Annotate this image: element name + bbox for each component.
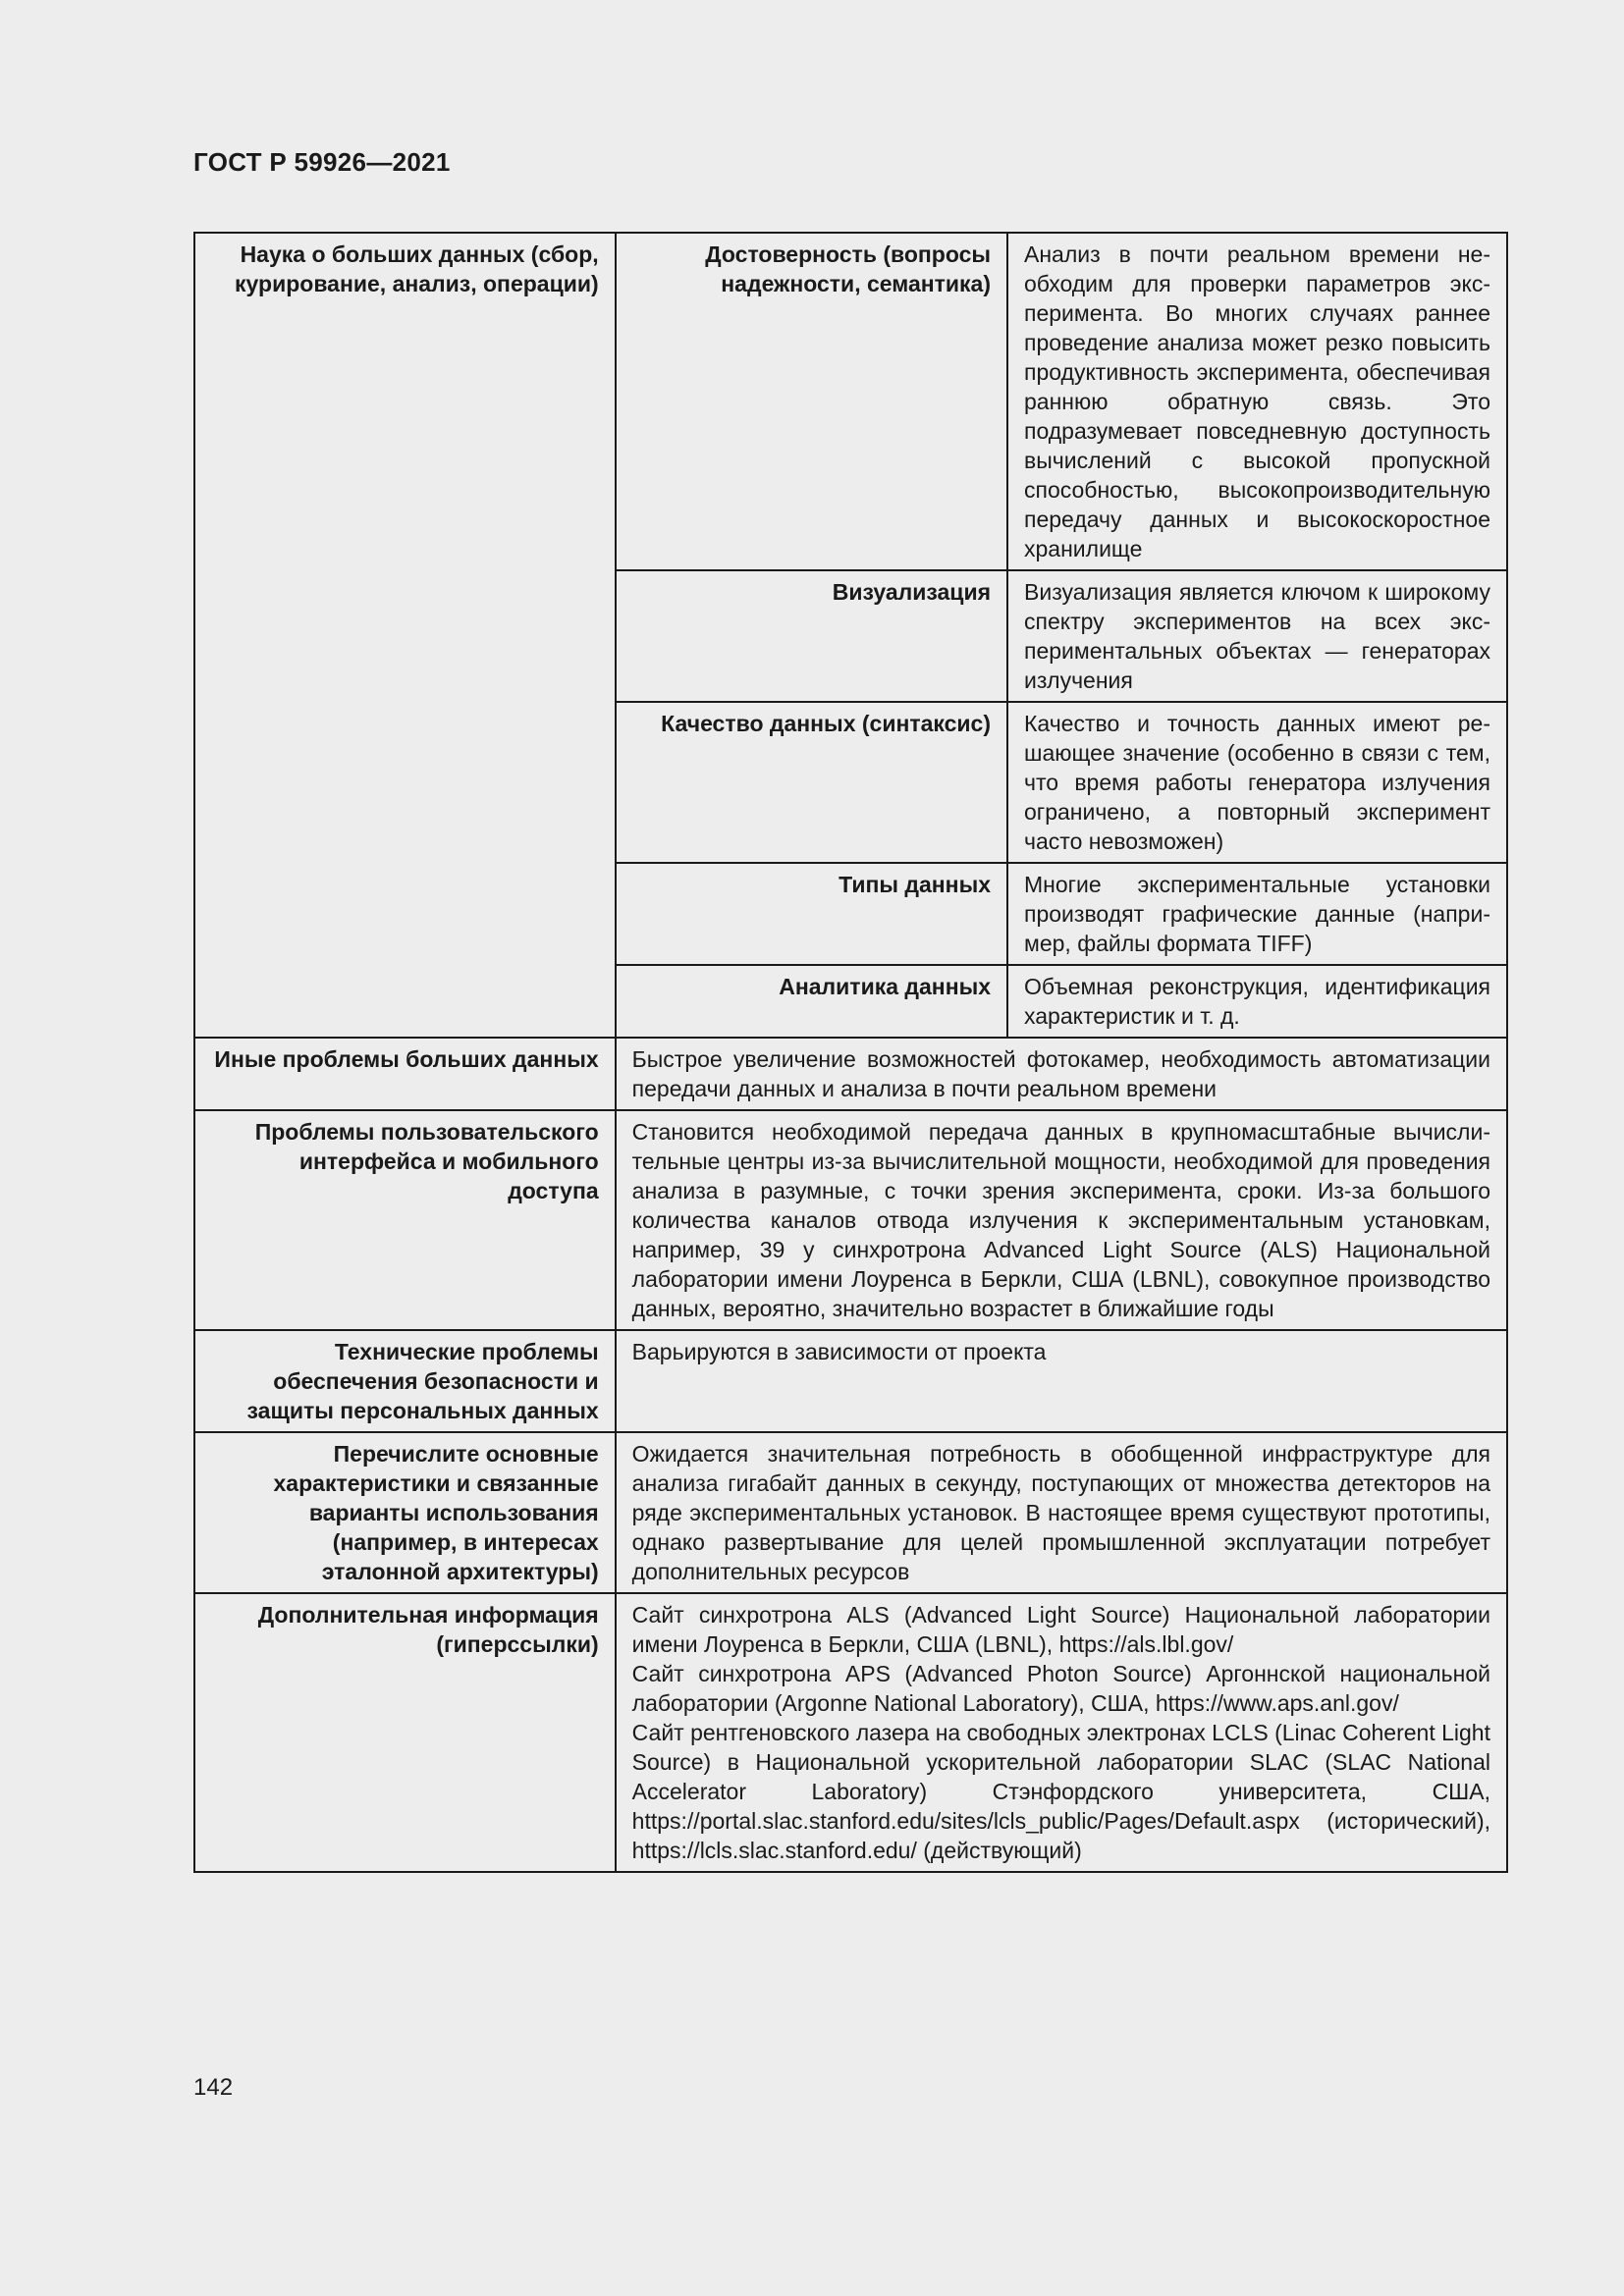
row-label-characteristics: Перечислите основные характеристики и связанные варианты использования (например, в интересах эталонной архитектуры) — [194, 1432, 616, 1593]
sub-label-reliability: Достоверность (вопросы надежности, семантика) — [616, 233, 1007, 570]
cell-text-data-quality: Качество и точность данных имеют решающее значение (особенно в связи с тем, что время работы генератора излучения ограничено, а повторный эксперимент часто невозможен) — [1007, 702, 1507, 863]
cell-text-visualization: Визуализация является ключом к широкому спектру экспериментов на всех экспериментальных объектах — генераторах излучения — [1007, 570, 1507, 702]
cell-additional-info — [616, 1593, 1507, 1872]
link-text-lcls: Сайт рентгеновского лазера на свободных электронах LCLS (Linac Coherent Light Source) в Национальной ускорительной лаборатории SLAC (SLAC National Accelerator Laboratory) Стэнфордского университета, США, https://portal.slac.stanford.edu/sites/lcls_public/Pages/Default.aspx (исторический), https://lcls.slac.stanford.edu/ (действующий) — [631, 1720, 1490, 1863]
table-row-security — [194, 1330, 1507, 1432]
cell-text-ui-mobile: Становится необходимой передача данных в крупномасштабные вычислительные центры из-за вычислительной мощности, необходимой для проведения анализа в разумные, с точки зрения эксперимента, сроки. Из-за большого количества каналов отвода излучения к экспериментальным установкам, например, 39 у синхротрона Advanced Light Source (ALS) Национальной лаборатории имени Лоуренса в Беркли, США (LBNL), совокупное производство данных, вероятно, значительно возрастет в ближайшие годы — [616, 1110, 1507, 1330]
link-text-aps: Сайт синхротрона APS (Advanced Photon Source) Аргоннской национальной лаборатории (Argonne National Laboratory), США, https://www.aps.anl.gov/ — [631, 1661, 1490, 1716]
sub-label-data-quality: Качество данных (синтаксис) — [616, 702, 1007, 863]
row-label-security: Технические проблемы обеспечения безопасности и защиты персональных данных — [194, 1330, 616, 1432]
cell-text-other-problems: Быстрое увеличение возможностей фотокамер, необходимость автоматизации передачи данных и анализа в почти реальном времени — [616, 1038, 1507, 1110]
use-case-table — [193, 232, 1508, 1873]
link-text-als: Сайт синхротрона ALS (Advanced Light Source) Национальной лаборатории имени Лоуренса в Беркли, США (LBNL), https://als.lbl.gov/ — [631, 1602, 1490, 1657]
row-label-other-problems: Иные проблемы больших данных — [194, 1038, 616, 1110]
table-row-ui-mobile — [194, 1110, 1507, 1330]
cell-text-reliability: Анализ в почти реальном времени необходим для проверки параметров эксперимента. Во многих случаях раннее проведение анализа может резко повысить продуктивность эксперимента, обеспечивая раннюю обратную связь. Это подразумевает повседневную доступность вычислений с высокой пропускной способностью, высокопроизводительную передачу данных и высокоскоростное хранилище — [1007, 233, 1507, 570]
document-code-header: ГОСТ Р 59926—2021 — [193, 147, 451, 177]
table-row-additional-info — [194, 1593, 1507, 1872]
cell-text-characteristics: Ожидается значительная потребность в обобщенной инфраструктуре для анализа гигабайт данных в секунду, поступающих от множества детекторов на ряде экспериментальных установок. В настоящее время существуют прототипы, однако развертывание для целей промышленной эксплуатации потребует дополнительных ресурсов — [616, 1432, 1507, 1593]
row-label-big-data-science: Наука о больших данных (сбор, курирование, анализ, операции) — [194, 233, 616, 1038]
cell-text-data-types: Многие экспериментальные установки производят графические данные (например, файлы формата TIFF) — [1007, 863, 1507, 965]
table-row-other-problems — [194, 1038, 1507, 1110]
cell-text-data-analytics: Объемная реконструкция, идентификация характеристик и т. д. — [1007, 965, 1507, 1038]
sub-label-data-types: Типы данных — [616, 863, 1007, 965]
table-row-reliability — [194, 233, 1507, 570]
table-row-characteristics — [194, 1432, 1507, 1593]
page-number: 142 — [193, 2074, 234, 2101]
sub-label-visualization: Визуализация — [616, 570, 1007, 702]
row-label-ui-mobile: Проблемы пользовательского интерфейса и мобильного доступа — [194, 1110, 616, 1330]
sub-label-data-analytics: Аналитика данных — [616, 965, 1007, 1038]
row-label-additional-info: Дополнительная информация (гиперссылки) — [194, 1593, 616, 1872]
cell-text-security: Варьируются в зависимости от проекта — [616, 1330, 1507, 1432]
